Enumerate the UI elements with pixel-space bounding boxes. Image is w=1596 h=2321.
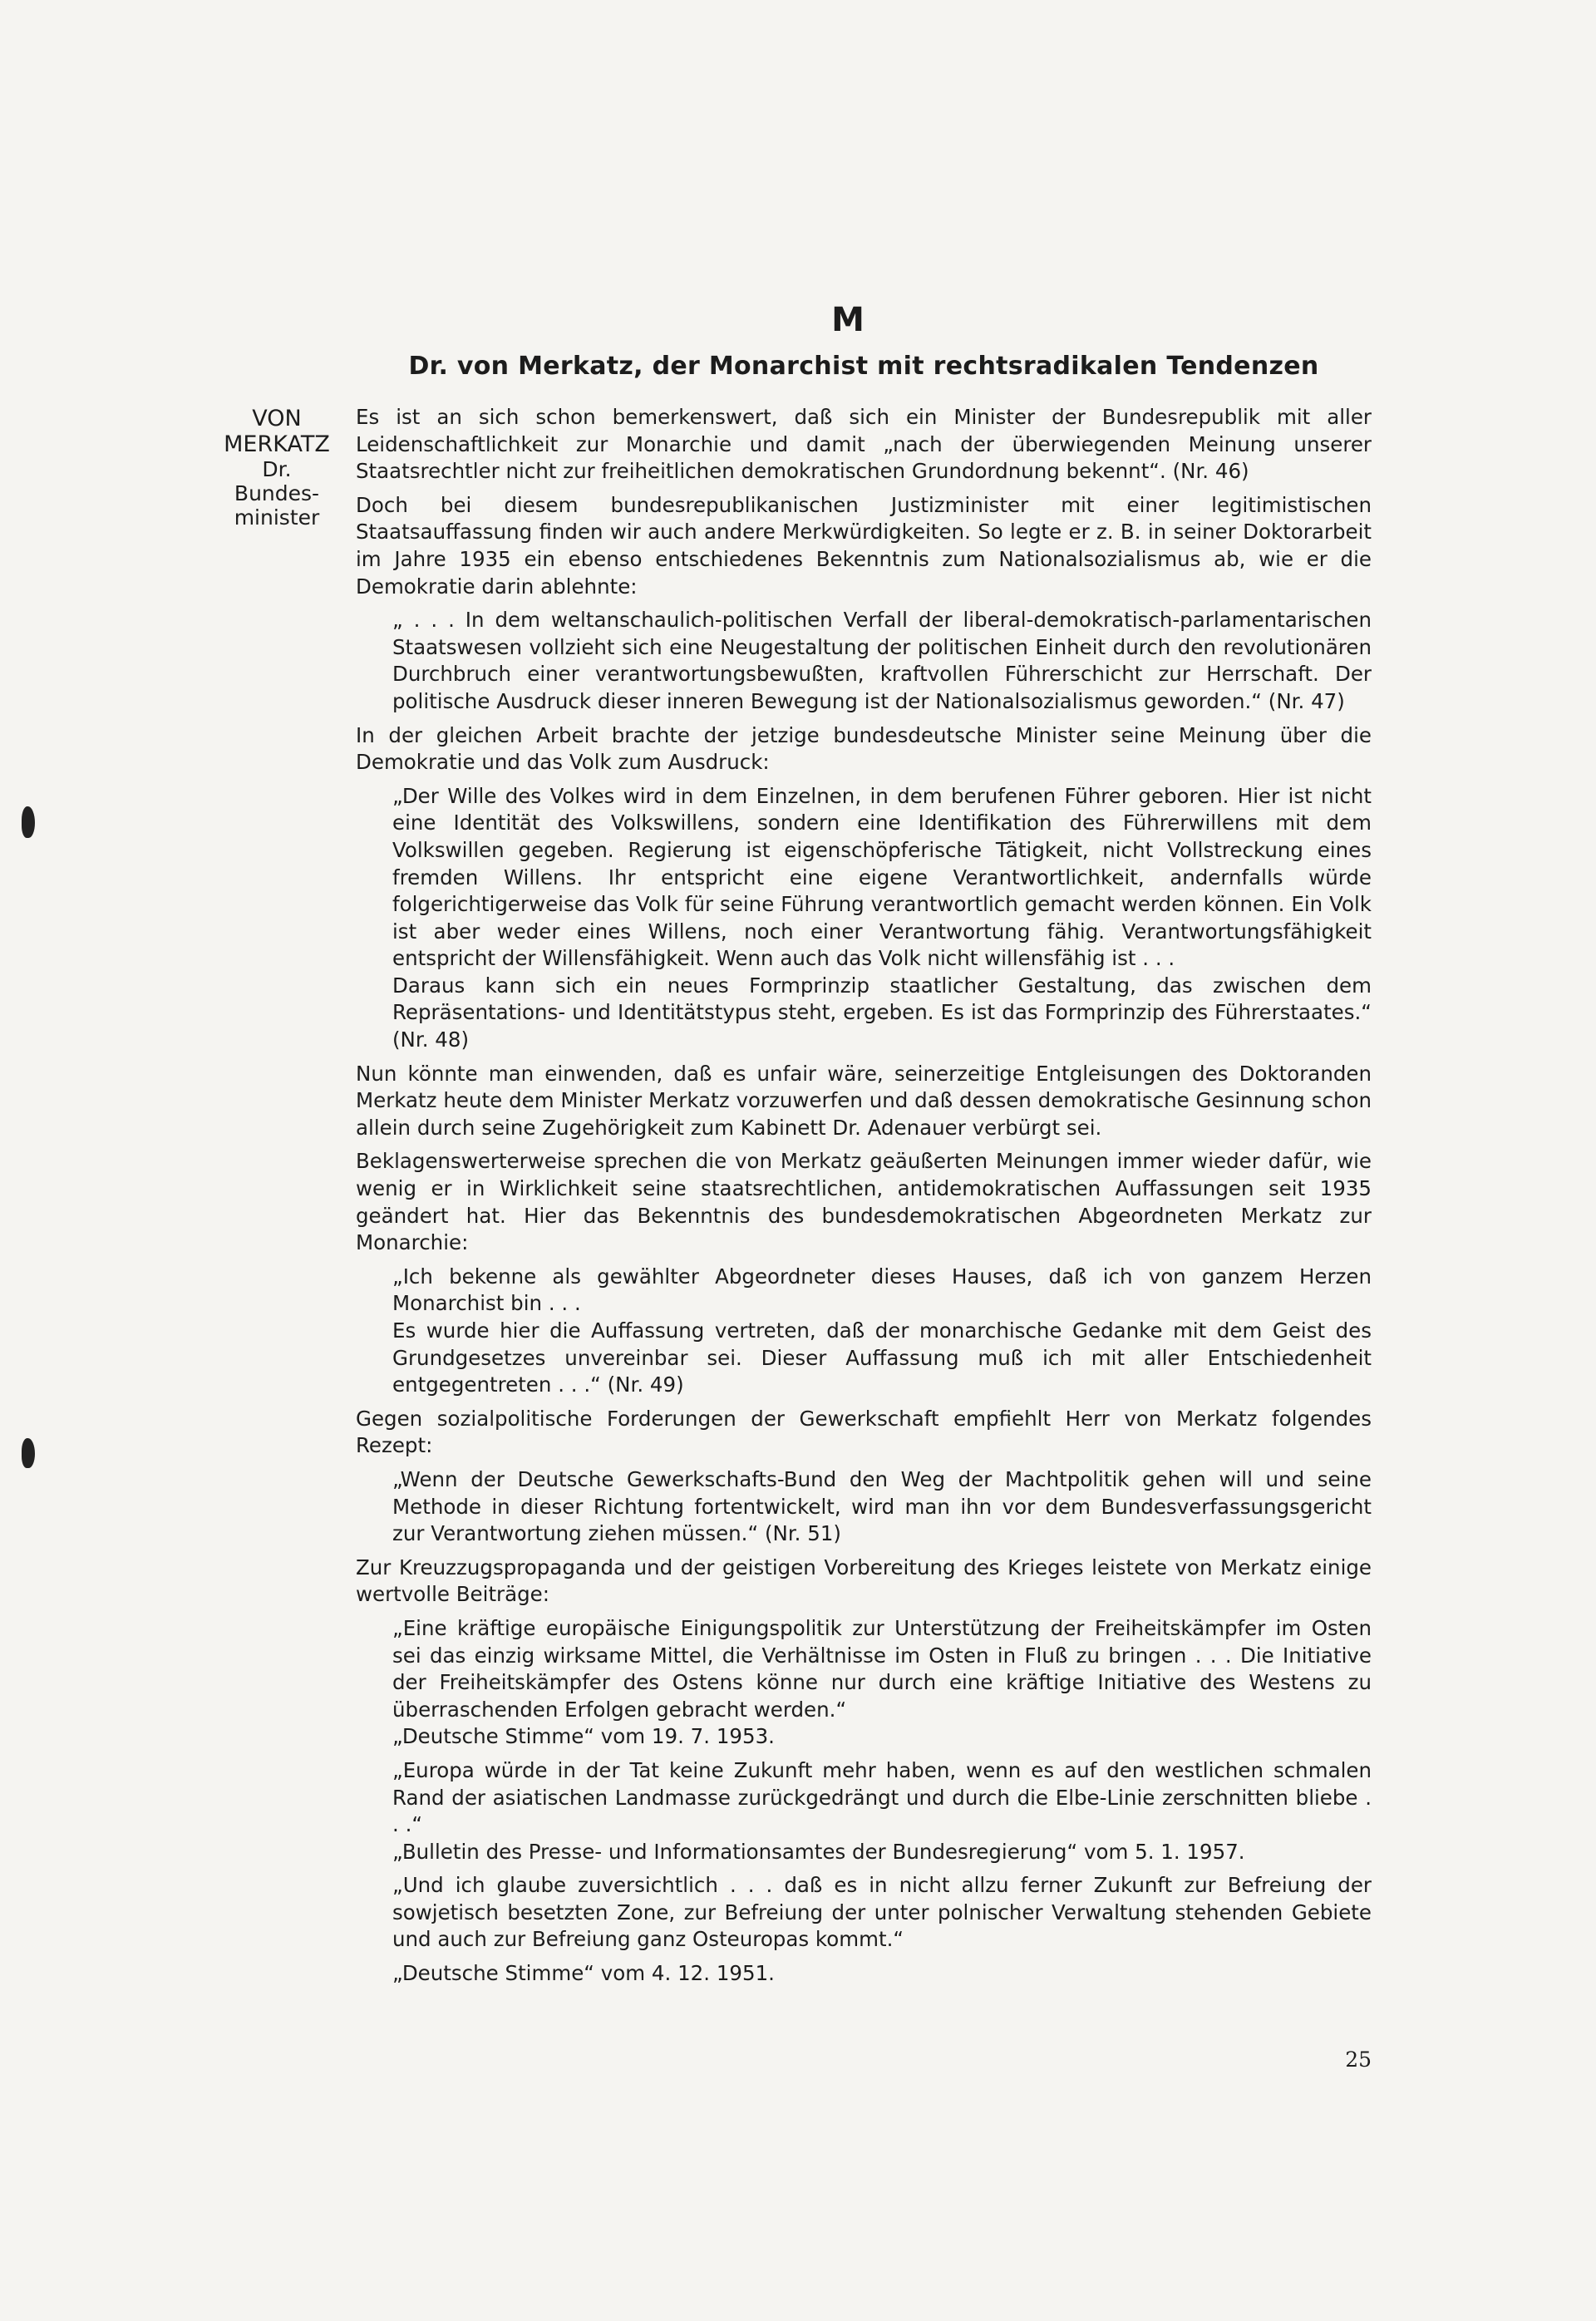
marginal-title-line1: Dr. bbox=[262, 457, 292, 481]
punch-hole-mark-upper bbox=[22, 806, 35, 838]
quote-3-part-a: „Ich bekenne als gewählter Abgeordneter dieses Hauses, daß ich von ganzem Herzen Monarchist bin . . . bbox=[392, 1264, 1372, 1316]
marginal-name-line2: MERKATZ bbox=[224, 431, 330, 457]
quote-7-text: „Und ich glaube zuversichtlich . . . daß es in nicht allzu ferner Zukunft zur Befreiung der sowjetisch besetzten Zone, zur Befreiung der unter polnischer Verwaltung stehenden Gebiete und auch zur Befreiung ganz Osteuropas kommt.“ bbox=[392, 1873, 1372, 1952]
paragraph-4: Nun könnte man einwenden, daß es unfair wäre, seinerzeitige Entgleisungen des Doktoranden Merkatz heute dem Minister Merkatz vorzuwerfen und daß dessen demokratische Gesinnung schon allein durch seine Zugehörigkeit zum Kabinett Dr. Adenauer verbürgt sei. bbox=[356, 1061, 1372, 1140]
quote-2 bbox=[392, 783, 1372, 1054]
quote-6 bbox=[392, 1757, 1372, 1839]
quote-3 bbox=[392, 1264, 1372, 1399]
quote-4 bbox=[392, 1466, 1372, 1548]
paragraph-1: Es ist an sich schon bemerkenswert, daß sich ein Minister der Bundesrepublik mit aller Leidenschaftlichkeit zur Monarchie und damit „nach der überwiegenden Meinung unserer Staatsrechtler nicht zur freiheitlichen demokratischen Grundordnung bekennt“. (Nr. 46) bbox=[356, 405, 1372, 484]
quote-7 bbox=[392, 1872, 1372, 1954]
source-1: „Deutsche Stimme“ vom 19. 7. 1953. bbox=[392, 1724, 775, 1749]
marginal-name-line1: VON bbox=[252, 406, 302, 431]
paragraph-3: In der gleichen Arbeit brachte der jetzige bundesdeutsche Minister seine Meinung über die Demokratie und das Volk zum Ausdruck: bbox=[356, 722, 1372, 775]
quote-2-part-b: Daraus kann sich ein neues Formprinzip staatlicher Gestaltung, das zwischen dem Repräsentations- und Identitätstypus steht, ergeben. Es ist das Formprinzip des Führerstaates.“ (Nr. 48) bbox=[392, 973, 1372, 1052]
paragraph-5: Beklagenswerterweise sprechen die von Merkatz geäußerten Meinungen immer wieder dafür, wie wenig er in Wirklichkeit seine staatsrechtlichen, antidemokratischen Auffassungen seit 1935 geändert hat. Hier das Bekenntnis des bundesdemokratischen Abgeordneten Merkatz zur Monarchie: bbox=[356, 1149, 1372, 1255]
body-text bbox=[356, 404, 1372, 1994]
paragraph-7: Zur Kreuzzugspropaganda und der geistigen Vorbereitung des Krieges leistete von Merkatz einige wertvolle Beiträge: bbox=[356, 1555, 1372, 1607]
section-letter: M bbox=[831, 301, 864, 339]
source-3: „Deutsche Stimme“ vom 4. 12. 1951. bbox=[392, 1961, 775, 1986]
quote-3-part-b: Es wurde hier die Auffassung vertreten, daß der monarchische Gedanke mit dem Geist des Grundgesetzes unvereinbar sei. Dieser Auffassung muß ich mit aller Entschiedenheit entgegentreten . . .“ (Nr. 49) bbox=[392, 1318, 1372, 1397]
source-2: „Bulletin des Presse- und Informationsamtes der Bundesregierung“ vom 5. 1. 1957. bbox=[392, 1839, 1245, 1864]
quote-1-text: „ . . . In dem weltanschaulich-politischen Verfall der liberal-demokratisch-parlamentarischen Staatswesen vollzieht sich eine Neugestaltung der politischen Einheit durch den revolutionären Durchbruch einer verantwortungsbewußten, kraftvollen Führerschicht zur Herrschaft. Der politische Ausdruck dieser inneren Bewegung ist der Nationalsozialismus geworden.“ (Nr. 47) bbox=[392, 608, 1372, 713]
quote-5-text: „Eine kräftige europäische Einigungspolitik zur Unterstützung der Freiheitskämpfer im Osten sei das einzig wirksame Mittel, die Verhältnisse im Osten in Fluß zu bringen . . . Die Initiative der Freiheitskämpfer des Ostens könne nur durch eine kräftige Initiative des Westens zu überraschenden Erfolgen gebracht werden.“ bbox=[392, 1615, 1372, 1722]
quote-1 bbox=[392, 607, 1372, 715]
page-number: 25 bbox=[1345, 2048, 1372, 2072]
quote-2-part-a: „Der Wille des Volkes wird in dem Einzelnen, in dem berufenen Führer geboren. Hier ist nicht eine Identität des Volkswillens, sondern eine Identifikation des Führerwillens mit dem Volkswillen gegeben. Regierung ist eigenschöpferische Tätigkeit, nicht Vollstreckung eines fremden Willens. Ihr entspricht eine eigene Verantwortlichkeit, andernfalls würde folgerichtigerweise das Volk für seine Führung verantwortlich gemacht werden können. Ein Volk ist aber weder eines Willens, noch einer Verantwortung fähig. Verantwortungsfähigkeit entspricht der Willensfähigkeit. Wenn auch das Volk nicht willensfähig ist . . . bbox=[392, 783, 1372, 971]
chapter-heading: Dr. von Merkatz, der Monarchist mit rechtsradikalen Tendenzen bbox=[408, 352, 1319, 381]
paragraph-2: Doch bei diesem bundesrepublikanischen Justizminister mit einer legitimistischen Staatsauffassung finden wir auch andere Merkwürdigkeiten. So legte er z. B. in seiner Doktorarbeit im Jahre 1935 ein ebenso entschiedenes Bekenntnis zum Nationalsozialismus ab, wie er die Demokratie darin ablehnte: bbox=[356, 492, 1372, 599]
quote-6-text: „Europa würde in der Tat keine Zukunft mehr haben, wenn es auf den westlichen schmalen Rand der asiatischen Landmasse zurückgedrängt und durch die Elbe-Linie zerschnitten bliebe . . .“ bbox=[392, 1757, 1372, 1837]
punch-hole-mark-lower bbox=[22, 1438, 35, 1468]
quote-5 bbox=[392, 1615, 1372, 1723]
marginal-title-line2: Bundes- bbox=[234, 481, 320, 505]
marginal-note bbox=[214, 406, 339, 530]
marginal-title-line3: minister bbox=[234, 505, 320, 530]
quote-4-text: „Wenn der Deutsche Gewerkschafts-Bund den Weg der Machtpolitik gehen will und seine Methode in dieser Richtung fortentwickelt, wird man ihn vor dem Bundesverfassungsgericht zur Verantwortung ziehen müssen.“ (Nr. 51) bbox=[392, 1466, 1372, 1546]
paragraph-6: Gegen sozialpolitische Forderungen der Gewerkschaft empfiehlt Herr von Merkatz folgendes Rezept: bbox=[356, 1406, 1372, 1458]
